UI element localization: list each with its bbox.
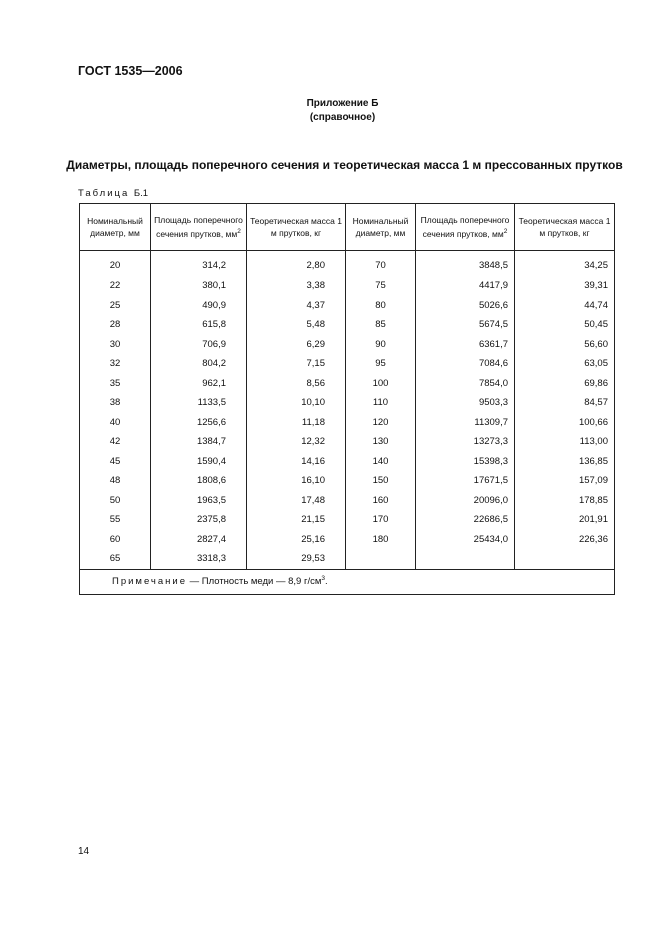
cell-diameter-2: 120: [346, 413, 416, 433]
cell-mass: 8,56: [247, 374, 346, 394]
table-header-row: [80, 204, 615, 251]
cell-mass-2: 63,05: [515, 354, 615, 374]
table-caption: [78, 188, 148, 199]
cell-diameter-2: 160: [346, 491, 416, 511]
cell-mass-2: 39,31: [515, 276, 615, 296]
cell-mass: 7,15: [247, 354, 346, 374]
table-row: [80, 432, 615, 452]
col-header-area-sup-2: 2: [503, 228, 508, 236]
cell-mass-2: 157,09: [515, 471, 615, 491]
cell-mass: 11,18: [247, 413, 346, 433]
table-row: [80, 413, 615, 433]
cell-area-2: 9503,3: [416, 393, 515, 413]
cell-area-2: 5026,6: [416, 296, 515, 316]
cell-mass-2: 201,91: [515, 510, 615, 530]
cell-mass: 12,32: [247, 432, 346, 452]
table-row: [80, 530, 615, 550]
table-row: [80, 354, 615, 374]
cell-area-2: 20096,0: [416, 491, 515, 511]
cell-area: 2827,4: [151, 530, 247, 550]
note-label: Примечание: [112, 576, 187, 588]
col-header-diameter-2: Номинальный диаметр, мм: [346, 204, 416, 251]
cell-area-2: [416, 549, 515, 569]
table-row: [80, 251, 615, 277]
cell-mass: 4,37: [247, 296, 346, 316]
cell-diameter-2: 140: [346, 452, 416, 472]
cell-mass: 21,15: [247, 510, 346, 530]
cell-diameter-2: 130: [346, 432, 416, 452]
cell-diameter: 50: [80, 491, 151, 511]
table-row: [80, 335, 615, 355]
cell-area: 1808,6: [151, 471, 247, 491]
cell-diameter-2: [346, 549, 416, 569]
cell-diameter: 45: [80, 452, 151, 472]
note-row: [80, 569, 615, 594]
table-caption-word: Таблица: [78, 188, 130, 199]
note-end: .: [325, 576, 328, 588]
table-row: [80, 510, 615, 530]
table-row: [80, 296, 615, 316]
table-row: [80, 315, 615, 335]
cell-area-2: 22686,5: [416, 510, 515, 530]
cell-mass-2: 84,57: [515, 393, 615, 413]
cell-area: 706,9: [151, 335, 247, 355]
data-table: [79, 203, 615, 595]
cell-mass-2: 50,45: [515, 315, 615, 335]
annex-title: Приложение Б: [306, 98, 379, 109]
cell-mass: 17,48: [247, 491, 346, 511]
page-number: 14: [78, 846, 90, 857]
cell-diameter-2: 170: [346, 510, 416, 530]
cell-diameter-2: 75: [346, 276, 416, 296]
cell-diameter: 42: [80, 432, 151, 452]
cell-diameter: 40: [80, 413, 151, 433]
cell-area: 3318,3: [151, 549, 247, 569]
col-header-mass: Теоретическая масса 1 м прутков, кг: [247, 204, 346, 251]
cell-mass-2: 136,85: [515, 452, 615, 472]
cell-mass: 5,48: [247, 315, 346, 335]
cell-area: 1590,4: [151, 452, 247, 472]
cell-mass: 16,10: [247, 471, 346, 491]
cell-mass: 14,16: [247, 452, 346, 472]
cell-area-2: 13273,3: [416, 432, 515, 452]
table-row: [80, 374, 615, 394]
cell-diameter: 48: [80, 471, 151, 491]
cell-diameter-2: 110: [346, 393, 416, 413]
cell-mass-2: 100,66: [515, 413, 615, 433]
cell-diameter: 38: [80, 393, 151, 413]
cell-diameter-2: 180: [346, 530, 416, 550]
cell-area: 314,2: [151, 251, 247, 277]
cell-mass: 25,16: [247, 530, 346, 550]
cell-diameter-2: 80: [346, 296, 416, 316]
cell-area-2: 17671,5: [416, 471, 515, 491]
col-header-mass-2: Теоретическая масса 1 м прутков, кг: [515, 204, 615, 251]
cell-area-2: 5674,5: [416, 315, 515, 335]
cell-mass: 29,53: [247, 549, 346, 569]
cell-diameter: 65: [80, 549, 151, 569]
cell-diameter-2: 90: [346, 335, 416, 355]
cell-area-2: 4417,9: [416, 276, 515, 296]
cell-mass-2: 44,74: [515, 296, 615, 316]
cell-mass-2: 113,00: [515, 432, 615, 452]
cell-diameter: 28: [80, 315, 151, 335]
cell-area: 380,1: [151, 276, 247, 296]
col-header-diameter: Номинальный диаметр, мм: [80, 204, 151, 251]
cell-diameter: 30: [80, 335, 151, 355]
table-row: [80, 452, 615, 472]
cell-area: 1384,7: [151, 432, 247, 452]
cell-diameter: 55: [80, 510, 151, 530]
cell-area-2: 7084,6: [416, 354, 515, 374]
cell-area-2: 7854,0: [416, 374, 515, 394]
cell-diameter-2: 85: [346, 315, 416, 335]
cell-area: 804,2: [151, 354, 247, 374]
col-header-area-2: [416, 204, 515, 251]
cell-mass-2: 69,86: [515, 374, 615, 394]
cell-diameter: 60: [80, 530, 151, 550]
note-text: — Плотность меди — 8,9 г/см: [187, 576, 322, 588]
table-row: [80, 549, 615, 569]
note-sup: 3: [321, 575, 325, 583]
table-caption-number: Б.1: [133, 188, 149, 199]
cell-area-2: 3848,5: [416, 251, 515, 277]
annex-subtitle: (справочное): [309, 112, 376, 123]
cell-mass-2: [515, 549, 615, 569]
cell-mass-2: 226,36: [515, 530, 615, 550]
cell-diameter-2: 150: [346, 471, 416, 491]
cell-diameter-2: 100: [346, 374, 416, 394]
cell-area-2: 25434,0: [416, 530, 515, 550]
table-row: [80, 471, 615, 491]
cell-area-2: 11309,7: [416, 413, 515, 433]
table-row: [80, 276, 615, 296]
cell-diameter: 22: [80, 276, 151, 296]
cell-diameter-2: 70: [346, 251, 416, 277]
cell-diameter-2: 95: [346, 354, 416, 374]
cell-area: 490,9: [151, 296, 247, 316]
cell-area: 2375,8: [151, 510, 247, 530]
col-header-area: [151, 204, 247, 251]
cell-mass: 6,29: [247, 335, 346, 355]
cell-mass: 2,80: [247, 251, 346, 277]
cell-diameter: 20: [80, 251, 151, 277]
cell-area: 962,1: [151, 374, 247, 394]
cell-area: 615,8: [151, 315, 247, 335]
table-row: [80, 393, 615, 413]
cell-mass-2: 56,60: [515, 335, 615, 355]
cell-mass: 10,10: [247, 393, 346, 413]
cell-area: 1256,6: [151, 413, 247, 433]
table-note: [80, 569, 615, 594]
cell-mass-2: 34,25: [515, 251, 615, 277]
cell-diameter: 25: [80, 296, 151, 316]
col-header-area-text-2: Площадь поперечного сечения прутков, мм: [420, 215, 510, 239]
table-heading: Диаметры, площадь поперечного сечения и теоретическая масса 1 м прессованных прутков: [66, 158, 623, 172]
cell-area-2: 6361,7: [416, 335, 515, 355]
cell-area: 1133,5: [151, 393, 247, 413]
col-header-area-text: Площадь поперечного сечения прутков, мм: [154, 215, 243, 239]
cell-diameter: 35: [80, 374, 151, 394]
col-header-area-sup: 2: [237, 228, 241, 236]
cell-diameter: 32: [80, 354, 151, 374]
cell-area-2: 15398,3: [416, 452, 515, 472]
cell-mass: 3,38: [247, 276, 346, 296]
table-row: [80, 491, 615, 511]
cell-mass-2: 178,85: [515, 491, 615, 511]
standard-number: ГОСТ 1535—2006: [78, 64, 183, 78]
cell-area: 1963,5: [151, 491, 247, 511]
